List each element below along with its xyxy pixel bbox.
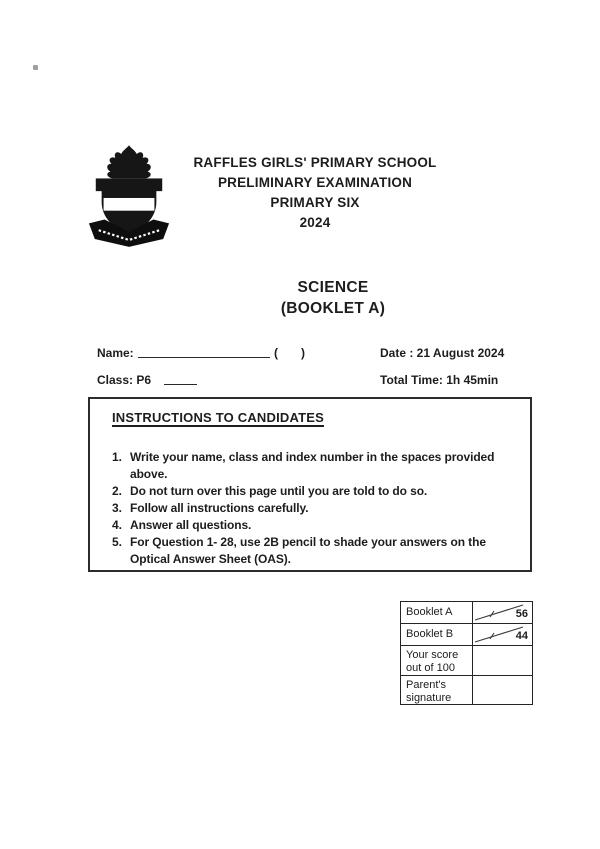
subject-title-block — [153, 277, 513, 319]
instruction-item — [112, 483, 530, 500]
booklet-a-score-cell — [473, 602, 532, 623]
name-blank-line — [138, 346, 270, 358]
booklet-a-label: Booklet A — [401, 602, 473, 623]
school-header — [135, 153, 495, 233]
class-label: Class: P6 — [97, 373, 152, 387]
name-label: Name: — [97, 346, 134, 360]
your-score-label: Your score out of 100 — [401, 646, 473, 675]
booklet-a-max-score: 56 — [515, 607, 528, 620]
scan-artifact-speck — [33, 65, 38, 70]
booklet-b-score-cell — [473, 624, 532, 645]
booklet-b-max-score: 44 — [515, 629, 528, 642]
date-label: Date : 21 August 2024 — [380, 346, 505, 360]
subject-title: SCIENCE — [297, 279, 369, 296]
exam-year: 2024 — [299, 215, 331, 230]
table-row — [401, 602, 532, 624]
exam-level: PRIMARY SIX — [270, 195, 360, 210]
instruction-number: 5. — [112, 535, 122, 549]
school-name: RAFFLES GIRLS' PRIMARY SCHOOL — [193, 155, 437, 170]
instruction-number: 3. — [112, 501, 122, 515]
instruction-item — [112, 517, 530, 534]
table-row — [401, 676, 532, 704]
instruction-text: Do not turn over this page until you are told to do so. — [130, 484, 428, 498]
total-time-label: Total Time: 1h 45min — [380, 373, 499, 387]
instruction-item — [112, 534, 530, 568]
your-score-cell — [473, 646, 532, 675]
table-row — [401, 624, 532, 646]
exam-type: PRELIMINARY EXAMINATION — [217, 175, 413, 190]
instruction-text: Answer all questions. — [130, 518, 252, 532]
instruction-number: 1. — [112, 450, 122, 464]
instructions-heading: INSTRUCTIONS TO CANDIDATES — [112, 410, 325, 425]
index-bracket-open: ( — [274, 346, 278, 360]
booklet-title: (BOOKLET A) — [280, 300, 386, 317]
index-bracket-close: ) — [301, 346, 305, 360]
instruction-item — [112, 500, 530, 517]
class-blank-line — [164, 373, 197, 385]
parent-signature-cell — [473, 676, 532, 704]
instruction-text: Write your name, class and index number in the spaces provided above. — [130, 450, 495, 481]
parent-signature-label: Parent's signature — [401, 676, 473, 704]
instruction-number: 2. — [112, 484, 122, 498]
instructions-list — [112, 449, 530, 568]
booklet-b-label: Booklet B — [401, 624, 473, 645]
instructions-box — [88, 397, 532, 572]
instruction-text: For Question 1- 28, use 2B pencil to shade your answers on the Optical Answer Sheet (OAS). — [130, 535, 486, 566]
score-table — [400, 601, 533, 705]
instruction-item — [112, 449, 530, 483]
instruction-text: Follow all instructions carefully. — [130, 501, 309, 515]
instruction-number: 4. — [112, 518, 122, 532]
table-row — [401, 646, 532, 676]
